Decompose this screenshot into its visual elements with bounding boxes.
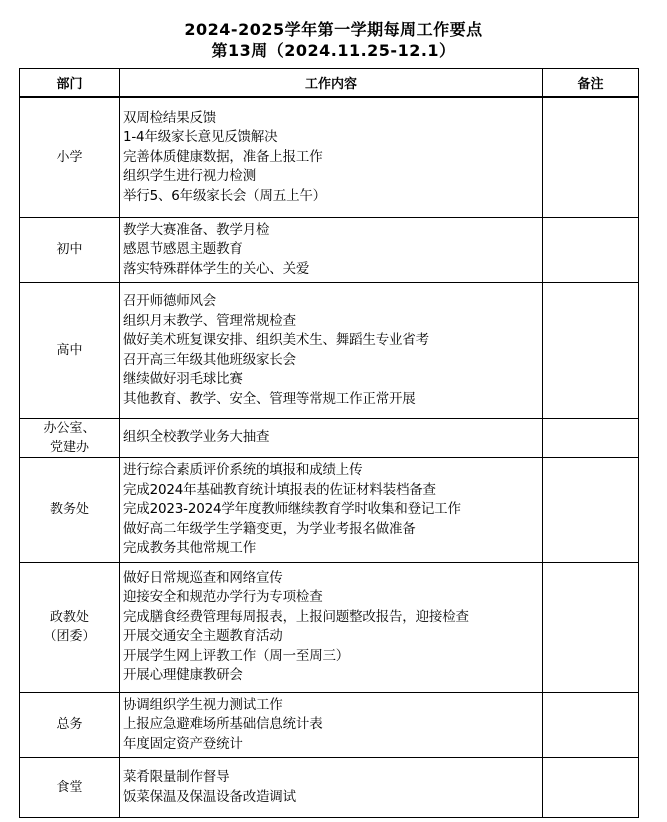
content-cell	[120, 283, 543, 419]
table-row	[20, 458, 639, 563]
work-item: 年度固定资产登统计	[123, 735, 243, 752]
dept-name: 办公室、	[43, 421, 96, 436]
column-header-dept: 部门	[20, 69, 120, 98]
table-row	[20, 217, 639, 283]
note-cell	[543, 217, 639, 283]
work-item: 完善体质健康数据，准备上报工作	[123, 148, 323, 165]
work-item: 协调组织学生视力测试工作	[123, 696, 283, 713]
weekly-plan-table	[19, 68, 639, 818]
work-item: 组织全校教学业务大抽查	[123, 429, 270, 446]
note-cell	[543, 758, 639, 818]
table-header-row	[20, 69, 639, 98]
note-cell	[543, 97, 639, 217]
content-cell	[120, 97, 543, 217]
work-item: 饭菜保温及保温设备改造调试	[123, 788, 296, 805]
work-item: 完成2024年基础教育统计填报表的佐证材料装档备查	[123, 481, 436, 498]
content-cell	[120, 562, 543, 692]
dept-name: 小学	[56, 149, 83, 165]
work-item: 1-4年级家长意见反馈解决	[123, 129, 278, 145]
table-row	[20, 758, 639, 818]
note-cell	[543, 283, 639, 419]
note-cell	[543, 692, 639, 758]
work-item: 完成膳食经费管理每周报表，上报问题整改报告，迎接检查	[123, 608, 469, 625]
work-item: 组织学生进行视力检测	[123, 168, 256, 184]
work-item: 菜肴限量制作督导	[123, 769, 230, 785]
dept-name: 政教处	[49, 610, 89, 625]
work-item: 举行5、6年级家长会（周五上午）	[123, 187, 326, 204]
dept-name: 食堂	[56, 780, 83, 795]
note-cell	[543, 419, 639, 458]
column-header-note: 备注	[543, 69, 639, 98]
dept-cell	[20, 419, 120, 458]
content-cell	[120, 692, 543, 758]
dept-name: 初中	[56, 242, 83, 258]
note-cell	[543, 458, 639, 563]
table-row	[20, 419, 639, 458]
work-item: 开展交通安全主题教育活动	[123, 628, 283, 644]
work-item: 感恩节感恩主题教育	[123, 241, 243, 257]
table-row	[20, 283, 639, 419]
dept-cell	[20, 217, 120, 283]
work-item: 上报应急避难场所基础信息统计表	[123, 716, 323, 732]
work-item: 做好日常规巡查和网络宣传	[123, 569, 283, 586]
work-item: 完成教务其他常规工作	[123, 540, 256, 556]
work-item: 做好美术班复课安排、组织美术生、舞蹈生专业省考	[123, 332, 429, 348]
dept-name: 党建办	[49, 440, 89, 455]
content-cell	[120, 458, 543, 563]
table-row	[20, 692, 639, 758]
work-item: 继续做好羽毛球比赛	[123, 371, 243, 387]
work-item: 做好高二年级学生学籍变更，为学业考报名做准备	[123, 520, 416, 537]
work-item: 召开师德师风会	[123, 293, 217, 309]
dept-cell	[20, 283, 120, 419]
dept-cell	[20, 562, 120, 692]
work-item: 教学大赛准备、教学月检	[123, 221, 270, 238]
content-cell	[120, 217, 543, 283]
dept-cell	[20, 758, 120, 818]
dept-cell	[20, 692, 120, 758]
content-cell	[120, 758, 543, 818]
dept-name: 高中	[56, 343, 83, 358]
dept-name: （团委）	[43, 629, 96, 644]
note-cell	[543, 562, 639, 692]
dept-name: 教务处	[49, 502, 89, 518]
work-item: 组织月末教学、管理常规检查	[123, 312, 296, 329]
dept-cell	[20, 458, 120, 563]
work-item: 进行综合素质评价系统的填报和成绩上传	[123, 462, 363, 478]
dept-name: 总务	[56, 717, 83, 733]
work-item: 完成2023-2024学年度教师继续教育学时收集和登记工作	[123, 501, 461, 517]
table-row	[20, 97, 639, 217]
document-subtitle-week: 第13周（2024.11.25-12.1）	[211, 41, 456, 60]
column-header-content: 工作内容	[120, 69, 543, 98]
table-row	[20, 562, 639, 692]
dept-cell	[20, 97, 120, 217]
document-title: 2024-2025学年第一学期每周工作要点	[184, 20, 483, 39]
work-item: 双周检结果反馈	[123, 109, 217, 126]
work-item: 召开高三年级其他班级家长会	[123, 351, 296, 368]
work-item: 迎接安全和规范办学行为专项检查	[123, 589, 323, 605]
work-item: 其他教育、教学、安全、管理等常规工作正常开展	[123, 390, 416, 407]
content-cell	[120, 419, 543, 458]
work-item: 开展心理健康教研会	[123, 667, 243, 683]
work-item: 落实特殊群体学生的关心、关爱	[123, 260, 310, 277]
work-item: 开展学生网上评教工作（周一至周三）	[123, 647, 350, 664]
table-body	[20, 97, 639, 818]
